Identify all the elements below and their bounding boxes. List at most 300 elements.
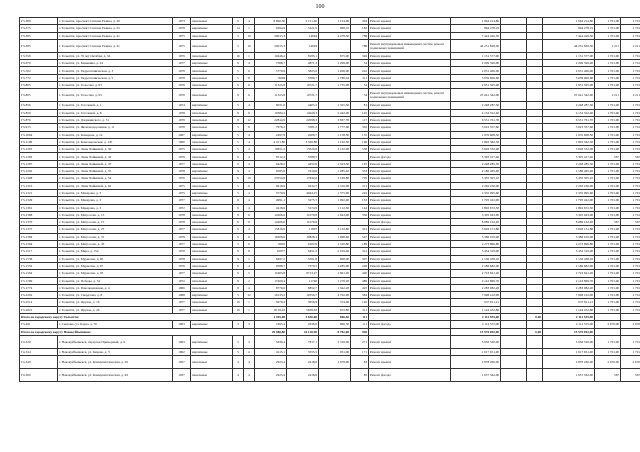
table-cell: 6 531 761,70: [543, 116, 595, 123]
table-cell: 1 701: [621, 146, 640, 153]
table-cell: [351, 153, 369, 160]
table-cell: 321: [351, 226, 369, 233]
table-cell: г. Тольятти, ул. Мурысева, д. 67: [58, 262, 173, 269]
table-cell: 3 626 532,00: [543, 146, 595, 153]
table-cell: 3825,6: [287, 67, 319, 74]
table-cell: 3770,9: [255, 189, 287, 196]
table-cell: 11740: [287, 277, 319, 284]
table-row: [20, 248, 640, 255]
table-cell: 1 285,00: [319, 262, 351, 269]
table-cell: 1 701,00: [595, 74, 621, 81]
table-cell: 1 701,00: [595, 131, 621, 138]
table-cell: [527, 146, 543, 153]
table-cell: Ремонт крыши: [369, 204, 451, 211]
table-cell: кирпичные: [191, 321, 233, 328]
table-cell: 556: [351, 146, 369, 153]
table-cell: 16: [233, 299, 244, 306]
table-cell: 1976: [173, 153, 191, 160]
table-row: [20, 138, 640, 145]
table-cell: 3 626 151,80: [543, 226, 595, 233]
table-cell: 1978: [173, 211, 191, 218]
table-cell: 1976: [173, 175, 191, 182]
table-cell: 4: [244, 369, 255, 382]
table-cell: 8185,1: [287, 52, 319, 59]
table-cell: [319, 153, 351, 160]
table-cell: Ремонт крыши: [369, 182, 451, 189]
table-cell: Г4-329: [20, 335, 58, 348]
table-cell: г. Тольятти, ул. Свердлова, д. 8: [58, 292, 173, 299]
table-cell: 2 112 555,00: [543, 321, 595, 328]
table-cell: 4 154 322,40: [543, 109, 595, 116]
table-cell: 1963: [173, 335, 191, 348]
table-cell: Ремонт крыши: [369, 292, 451, 299]
table-row: [20, 18, 640, 25]
table-cell: 3: [233, 321, 244, 328]
table-cell: 420: [351, 270, 369, 277]
table-cell: 5: [233, 32, 244, 39]
table-cell: кирпичные: [191, 189, 233, 196]
table-cell: 6: [244, 241, 255, 248]
table-cell: 1 701: [621, 82, 640, 89]
table-cell: 17269,4: [255, 277, 287, 284]
table-cell: 2 248 287,50: [451, 102, 501, 109]
table-cell: г. Тольятти, проспект Степана Разина, д. 41: [58, 32, 173, 39]
table-cell: г. Тольятти, ул. Матросова, д. 13: [58, 211, 173, 218]
table-cell: 6: [244, 109, 255, 116]
table-cell: 5: [233, 335, 244, 348]
table-cell: 15816,9: [255, 226, 287, 233]
table-cell: панельные: [191, 175, 233, 182]
table-cell: 1 701: [621, 248, 640, 255]
table-cell: 1 299,00: [319, 60, 351, 67]
table-cell: Ремонт крыши: [369, 67, 451, 74]
table-cell: 54: [351, 82, 369, 89]
table-cell: г. Тольятти, ул. Победы, д. 34: [58, 277, 173, 284]
table-cell: 1 701: [621, 255, 640, 262]
table-cell: Ремонт крыши: [369, 175, 451, 182]
table-cell: панельные: [191, 306, 233, 313]
table-cell: 1 998,60: [319, 233, 351, 240]
table-cell: [319, 39, 351, 52]
table-cell: 6: [244, 219, 255, 226]
table-cell: 1 943,00: [319, 211, 351, 218]
table-cell: г. Тольятти, проспект Степана Разина, д. 41: [58, 39, 173, 52]
table-cell: 126: [351, 299, 369, 306]
table-cell: 1 375,00: [319, 189, 351, 196]
table-cell: 6585,6: [255, 168, 287, 175]
table-cell: 3: [244, 335, 255, 348]
table-cell: панельные: [191, 138, 233, 145]
table-cell: [501, 313, 527, 320]
table-cell: 1975: [173, 189, 191, 196]
table-cell: Ремонт крыши: [369, 226, 451, 233]
table-cell: 1972: [173, 277, 191, 284]
table-cell: Ремонт крыши: [369, 356, 451, 369]
table-cell: [527, 248, 543, 255]
table-cell: 1 701,00: [595, 270, 621, 277]
table-cell: г. Новокуйбышевск, ул. Кирова, д. 3: [58, 348, 173, 355]
table-cell: 4: [244, 284, 255, 291]
table-cell: 4: [244, 160, 255, 167]
table-cell: Г3-876: [20, 116, 58, 123]
table-cell: Г3-915: [20, 124, 58, 131]
table-cell: Ремонт крыши: [369, 138, 451, 145]
table-cell: 2 248 285,50: [451, 160, 501, 167]
table-cell: [595, 328, 621, 335]
table-cell: 3 626 532,00: [451, 146, 501, 153]
table-cell: 1977: [173, 270, 191, 277]
table-cell: 2418,6: [287, 369, 319, 382]
table-cell: Ремонт фасада: [369, 321, 451, 328]
table-cell: 1 617 651,00: [451, 348, 501, 355]
table-cell: [501, 226, 527, 233]
table-cell: [351, 219, 369, 226]
table-cell: 9: [233, 211, 244, 218]
table-cell: 349: [351, 52, 369, 59]
table-cell: 946: [351, 328, 369, 335]
table-cell: 1 892 362,50: [543, 138, 595, 145]
table-cell: 7817,1: [287, 335, 319, 348]
table-cell: 2 132,00: [319, 146, 351, 153]
table-cell: Г3-1308: [20, 175, 58, 182]
table-row: [20, 277, 640, 284]
table-cell: 1 701,00: [595, 116, 621, 123]
table-cell: 24 128,90: [287, 328, 319, 335]
table-cell: [501, 356, 527, 369]
table-cell: 1 112,50: [319, 204, 351, 211]
table-cell: 2 878 260,00: [451, 356, 501, 369]
table-cell: панельные: [191, 32, 233, 39]
table-cell: 1957: [173, 356, 191, 369]
table-cell: 5: [233, 67, 244, 74]
table-cell: 10: [244, 39, 255, 52]
table-cell: г. Тольятти, ул. Матросова, д. 31: [58, 233, 173, 240]
table-cell: г. Тольятти, ул. Матросова, д. 43: [58, 241, 173, 248]
table-cell: 1978: [173, 219, 191, 226]
table-cell: 9: [233, 116, 244, 123]
table-cell: 1 701,00: [595, 175, 621, 182]
table-cell: 1 701,00: [595, 248, 621, 255]
table-cell: 5639,4: [255, 335, 287, 348]
table-cell: 2 142 869,70: [543, 277, 595, 284]
table-row: [20, 189, 640, 196]
table-cell: Ремонт крыши: [369, 116, 451, 123]
table-cell: 3275,7: [287, 197, 319, 204]
table-cell: г. Новокуйбышевск, переулок Приморный, д. 9: [58, 335, 173, 348]
table-cell: [501, 369, 527, 382]
table-cell: 1 701: [621, 18, 640, 25]
table-cell: [501, 241, 527, 248]
table-cell: [501, 168, 527, 175]
table-cell: 85: [351, 369, 369, 382]
table-cell: панельные: [191, 89, 233, 102]
table-cell: 1 601,20: [319, 270, 351, 277]
table-cell: Ремонт крыши: [369, 60, 451, 67]
table-cell: 5589,7: [287, 74, 319, 81]
table-cell: 547: [351, 233, 369, 240]
table-cell: 1 701: [621, 204, 640, 211]
table-cell: 7370,5: [287, 262, 319, 269]
table-cell: 9: [233, 284, 244, 291]
table-cell: 1967: [173, 131, 191, 138]
table-cell: 5 395 417,40: [451, 153, 501, 160]
table-cell: Г3-805: [20, 89, 58, 102]
table-cell: 1 701: [621, 52, 640, 59]
table-cell: 1 701: [621, 67, 640, 74]
table-cell: 2 283 082,20: [451, 284, 501, 291]
table-cell: г. Тольятти, ул. Фрунзе, д. 26: [58, 306, 173, 313]
table-cell: 1 701,00: [595, 182, 621, 189]
table-cell: [369, 313, 451, 320]
table-cell: 3656,9: [287, 299, 319, 306]
table-cell: 3 386 010,00: [451, 233, 501, 240]
table-row: [20, 109, 640, 116]
table-cell: 11325,8: [255, 89, 287, 102]
table-row: [20, 89, 640, 102]
table-cell: 1 777,60: [319, 124, 351, 131]
table-cell: кирпичные: [191, 348, 233, 355]
table-cell: кирпичные: [191, 60, 233, 67]
table-cell: [527, 299, 543, 306]
table-cell: [501, 182, 527, 189]
table-cell: 3 199,80: [319, 175, 351, 182]
table-cell: 567: [621, 369, 640, 382]
table-cell: 356: [351, 211, 369, 218]
table-cell: 3: [244, 321, 255, 328]
table-cell: 1 701,00: [595, 204, 621, 211]
table-cell: 1695,4: [255, 321, 287, 328]
table-cell: [501, 32, 527, 39]
table-row: [20, 299, 640, 306]
table-cell: 1 701,00: [595, 211, 621, 218]
table-cell: 4: [244, 226, 255, 233]
table-row: [20, 124, 640, 131]
table-cell: Г3-491: [20, 321, 58, 328]
table-cell: 13520,8: [287, 146, 319, 153]
table-cell: г. Новокуйбышевск, ул. Коммунистическая, д. 39: [58, 356, 173, 369]
table-cell: 4: [244, 189, 255, 196]
table-cell: 29 988,80: [255, 328, 287, 335]
table-cell: 1 701,00: [595, 82, 621, 89]
table-cell: 4: [244, 146, 255, 153]
table-cell: [527, 348, 543, 355]
table-cell: г. Новокуйбышевск, ул. Коммунистическая, д. 49: [58, 369, 173, 382]
table-cell: [501, 248, 527, 255]
table-cell: кирпичные: [191, 335, 233, 348]
table-cell: [501, 335, 527, 348]
table-cell: 4232,7: [287, 182, 319, 189]
table-cell: [527, 39, 543, 52]
table-cell: 6: [244, 182, 255, 189]
table-cell: Г3-1368: [20, 211, 58, 218]
table-cell: Г3-859: [20, 109, 58, 116]
table-cell: панельные: [191, 182, 233, 189]
table-cell: 567: [595, 369, 621, 382]
table-cell: 44 251 828,30: [543, 39, 595, 52]
table-cell: Ремонт фасада: [369, 369, 451, 382]
table-cell: 6: [244, 211, 255, 218]
table-cell: 4: [244, 18, 255, 25]
table-cell: 1 701: [621, 138, 640, 145]
table-cell: 3 305 043,00: [451, 211, 501, 218]
table-cell: [501, 328, 527, 335]
table-cell: 2418,6: [287, 356, 319, 369]
table-cell: 1: [244, 25, 255, 32]
table-cell: Ремонт фасада: [369, 153, 451, 160]
table-cell: 2 211: [595, 39, 621, 52]
table-cell: [621, 328, 640, 335]
table-cell: 5: [233, 348, 244, 355]
table-cell: панельные: [191, 233, 233, 240]
table-cell: Г3-1384: [20, 233, 58, 240]
table-cell: 4991,1: [255, 197, 287, 204]
table-cell: Ремонт крыши: [369, 277, 451, 284]
table-cell: 1 323,50: [319, 160, 351, 167]
table-cell: 5: [233, 131, 244, 138]
table-cell: г. Тольятти, ул. 70 лет Октября, д. 34: [58, 52, 173, 59]
table-cell: 1 325,50: [319, 102, 351, 109]
table-cell: 2 209 599,00: [543, 60, 595, 67]
table-cell: [527, 18, 543, 25]
table-cell: 1 144 432,80: [543, 306, 595, 313]
table-cell: 133: [351, 197, 369, 204]
table-cell: 2 209 599,00: [451, 60, 501, 67]
table-cell: Г3-1564: [20, 270, 58, 277]
table-cell: Г3-385: [20, 32, 58, 39]
table-cell: г. Тольятти, ул. Мурысева, д. 65: [58, 255, 173, 262]
table-cell: 1 701: [621, 168, 640, 175]
table-row: [20, 153, 640, 160]
table-cell: г. Тольятти, ул. Мира, д. 152: [58, 248, 173, 255]
table-cell: г. Тольятти, ул. Дзержинского, д. 31: [58, 116, 173, 123]
table-cell: 1968: [173, 292, 191, 299]
table-cell: г. Тольятти, проспект Степана Разина, д. 25: [58, 25, 173, 32]
table-cell: [527, 109, 543, 116]
table-cell: 10077: [255, 248, 287, 255]
table-cell: [527, 233, 543, 240]
table-cell: 2 019,00: [319, 248, 351, 255]
table-cell: 5: [233, 241, 244, 248]
table-cell: 5581,2: [287, 124, 319, 131]
table-cell: панельные: [191, 146, 233, 153]
table-cell: 5: [233, 292, 244, 299]
table-cell: 5 395 417,40: [543, 153, 595, 160]
table-row: [20, 74, 640, 81]
table-row: [20, 284, 640, 291]
table-row: [20, 219, 640, 226]
table-cell: 7 998 102,00: [451, 292, 501, 299]
table-cell: 1977: [173, 160, 191, 167]
table-cell: 5 435 305,10: [543, 175, 595, 182]
table-cell: Ремонт крыши: [369, 284, 451, 291]
table-cell: 1 151 577,00: [451, 52, 501, 59]
table-cell: 3 039 006,60: [543, 74, 595, 81]
table-cell: [501, 116, 527, 123]
table-cell: 1977: [173, 197, 191, 204]
table-cell: 1 701,00: [595, 284, 621, 291]
table-cell: 25 041 342,00: [451, 89, 501, 102]
table-cell: 2 670,00: [595, 321, 621, 328]
table-cell: г. Тольятти, ул. Лизы Чайкиной, д. 47: [58, 160, 173, 167]
table-cell: 7 444 426,50: [543, 32, 595, 39]
table-cell: панельные: [191, 356, 233, 369]
table-cell: 6918,6: [255, 182, 287, 189]
table-cell: 2497,9: [255, 131, 287, 138]
table-cell: [527, 306, 543, 313]
table-cell: Г3-1329: [20, 197, 58, 204]
table-cell: г. Тольятти, ул. Макарова, д. 3: [58, 204, 173, 211]
table-cell: 1 162,50: [319, 138, 351, 145]
total-label: Итого по городскому округу Тольятти:: [20, 313, 255, 320]
table-cell: 1 279,20: [319, 277, 351, 284]
table-cell: кирпичные: [191, 168, 233, 175]
table-cell: Ремонт крыши: [369, 189, 451, 196]
table-cell: 3555,5: [287, 348, 319, 355]
table-cell: 9: [233, 89, 244, 102]
table-cell: 5: [233, 74, 244, 81]
table-cell: 8776,6: [255, 284, 287, 291]
table-cell: Ремонт крыши: [369, 124, 451, 131]
table-cell: кирпичные: [191, 292, 233, 299]
table-cell: 1 786,04: [319, 74, 351, 81]
table-cell: 8 089 162,20: [543, 219, 595, 226]
table-cell: [501, 25, 527, 32]
table-cell: 866,50: [319, 313, 351, 320]
table-cell: Г3-1370: [20, 219, 58, 226]
table-cell: [501, 219, 527, 226]
table-cell: 1 701,00: [595, 52, 621, 59]
table-cell: [501, 160, 527, 167]
table-row: [20, 204, 640, 211]
table-cell: [527, 82, 543, 89]
table-cell: 222: [351, 189, 369, 196]
table-cell: 2 335 095,60: [543, 189, 595, 196]
table-cell: [501, 284, 527, 291]
table-cell: 302: [351, 124, 369, 131]
table-cell: Ремонт внутридомовых инженерных систем, ремонт подвальных помещений: [369, 89, 451, 102]
table-cell: 4: [244, 131, 255, 138]
table-cell: 1 701: [621, 292, 640, 299]
table-cell: 1 701,00: [595, 138, 621, 145]
table-cell: 22098,3: [287, 116, 319, 123]
table-cell: 1: [244, 255, 255, 262]
table-cell: 2 283 082,20: [543, 284, 595, 291]
table-cell: г. Тольятти, ул. Голосова, д. 93: [58, 82, 173, 89]
repair-program-table: [19, 17, 640, 382]
table-cell: 4: [244, 60, 255, 67]
table-cell: 2 186 465,40: [451, 168, 501, 175]
table-cell: 1 701,00: [595, 233, 621, 240]
table-cell: Ремонт крыши: [369, 25, 451, 32]
table-cell: 25 041 342,00: [543, 89, 595, 102]
table-cell: 908,10: [319, 25, 351, 32]
table-cell: 1963: [173, 321, 191, 328]
table-cell: панельные: [191, 52, 233, 59]
table-cell: 4: [244, 138, 255, 145]
table-cell: 2 262 230,00: [451, 182, 501, 189]
table-cell: 3 305 043,00: [543, 211, 595, 218]
table-cell: [527, 138, 543, 145]
table-cell: 1 701: [621, 299, 640, 306]
table-cell: 171: [351, 348, 369, 355]
table-cell: 9: [233, 60, 244, 67]
table-cell: 1 701: [621, 124, 640, 131]
table-cell: 1 701,00: [595, 25, 621, 32]
table-cell: 3 039 006,60: [451, 74, 501, 81]
table-cell: 1 701,00: [595, 226, 621, 233]
table-cell: Ремонт крыши: [369, 270, 451, 277]
table-cell: 5779,9: [255, 67, 287, 74]
